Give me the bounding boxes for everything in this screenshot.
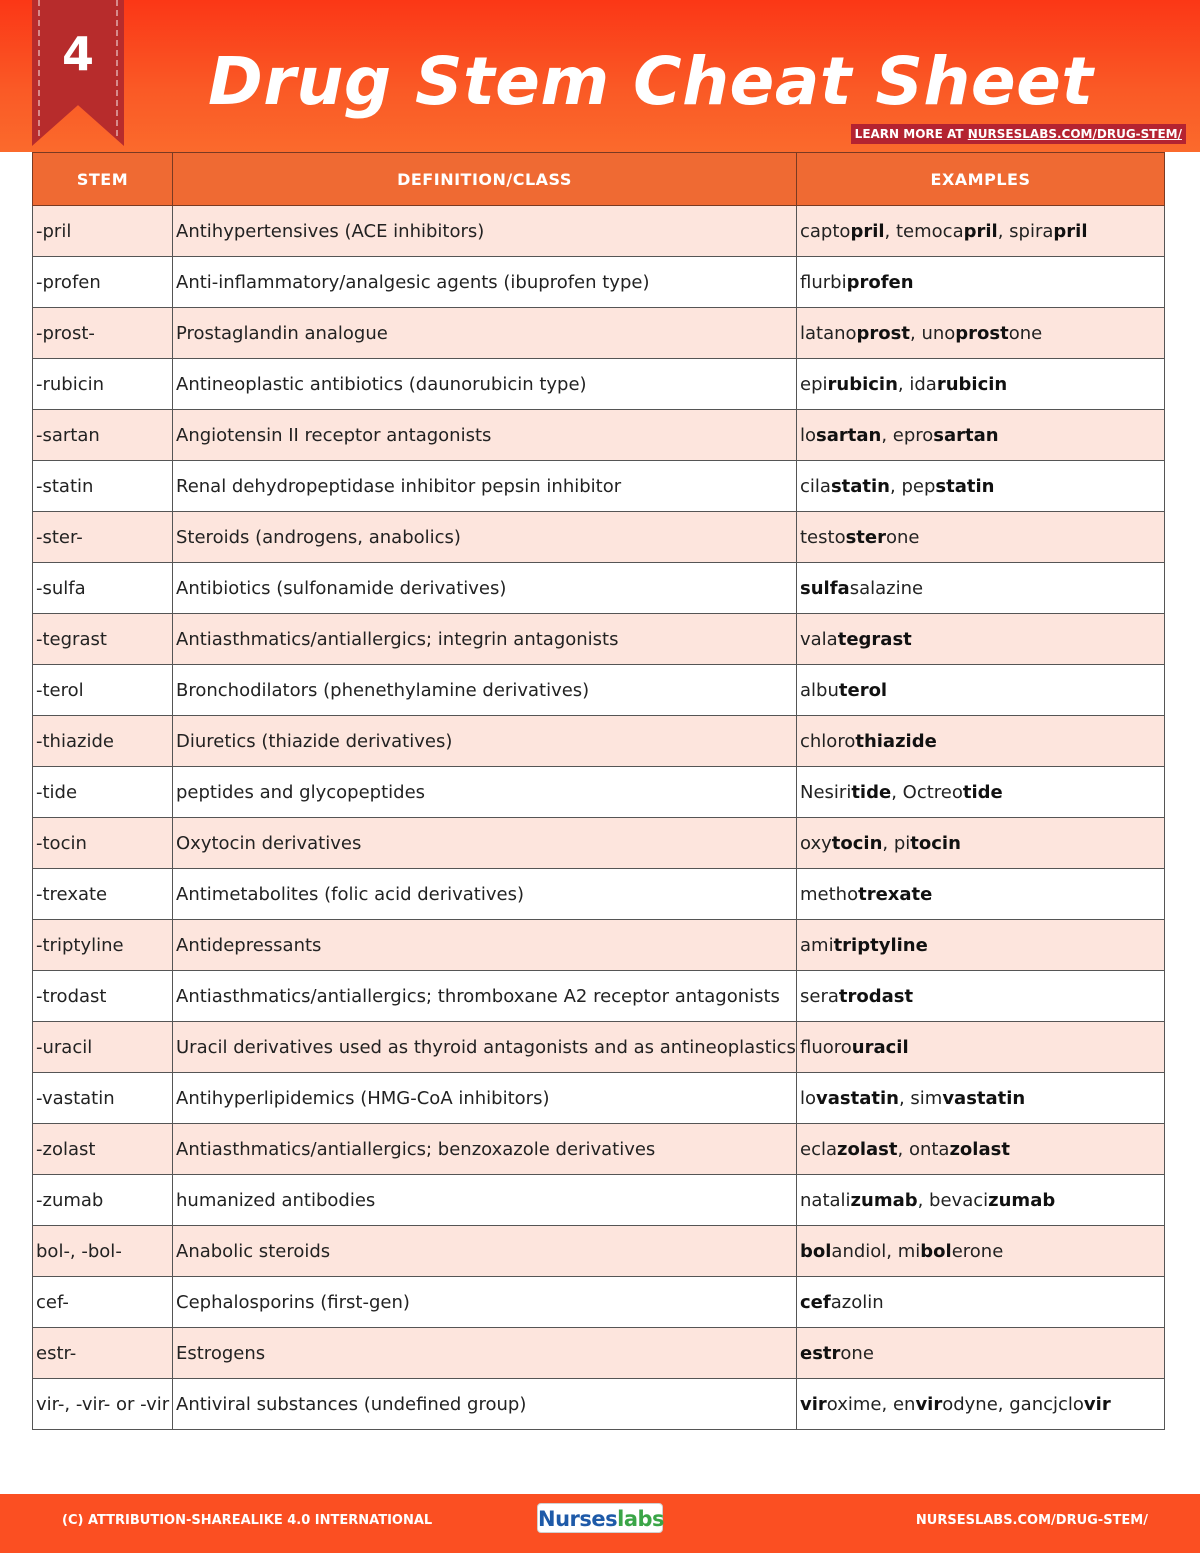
column-header-stem: STEM [33, 153, 173, 206]
example-text: chloro [800, 730, 856, 752]
stem-cell: estr- [33, 1328, 173, 1379]
examples-cell [797, 461, 1165, 512]
table-row [33, 206, 1165, 257]
example-stem-highlight: terol [838, 679, 888, 701]
table-row [33, 1226, 1165, 1277]
stem-cell: -statin [33, 461, 173, 512]
example-stem-highlight: zolast [837, 1138, 898, 1160]
table-row [33, 767, 1165, 818]
stem-cell: -tide [33, 767, 173, 818]
drug-stem-table [32, 152, 1165, 1430]
example-text: one [886, 526, 920, 548]
example-text: salazine [849, 577, 924, 599]
examples-cell [797, 1073, 1165, 1124]
stem-cell: -vastatin [33, 1073, 173, 1124]
example-stem-highlight: zolast [949, 1138, 1010, 1160]
example-text: oxime, en [826, 1393, 916, 1415]
example-text: erone [951, 1240, 1004, 1262]
examples-cell [797, 563, 1165, 614]
definition-cell: Uracil derivatives used as thyroid antagonists and as antineoplastics [173, 1022, 797, 1073]
definition-cell: Prostaglandin analogue [173, 308, 797, 359]
example-stem-highlight: sartan [933, 424, 999, 446]
example-text: epi [800, 373, 828, 395]
example-stem-highlight: statin [830, 475, 890, 497]
example-text: lo [800, 424, 817, 446]
definition-cell: Antihypertensives (ACE inhibitors) [173, 206, 797, 257]
license-text: (C) ATTRIBUTION-SHAREALIKE 4.0 INTERNATIONAL [62, 1513, 433, 1528]
table-row [33, 869, 1165, 920]
table-row [33, 257, 1165, 308]
table-row [33, 359, 1165, 410]
examples-cell [797, 410, 1165, 461]
table-row [33, 971, 1165, 1022]
table-row [33, 1328, 1165, 1379]
definition-cell: Bronchodilators (phenethylamine derivatives) [173, 665, 797, 716]
example-text: vala [800, 628, 838, 650]
examples-cell [797, 920, 1165, 971]
stem-cell: -sartan [33, 410, 173, 461]
table-row [33, 461, 1165, 512]
example-stem-highlight: statin [935, 475, 995, 497]
example-text: lo [800, 1087, 817, 1109]
examples-cell [797, 1022, 1165, 1073]
stem-cell: -trodast [33, 971, 173, 1022]
example-stem-highlight: sulfa [800, 577, 850, 599]
example-stem-highlight: pril [1053, 220, 1088, 242]
example-stem-highlight: trexate [858, 883, 933, 905]
stem-cell: bol-, -bol- [33, 1226, 173, 1277]
definition-cell: Oxytocin derivatives [173, 818, 797, 869]
page-number: 4 [61, 27, 94, 81]
examples-cell [797, 767, 1165, 818]
table-row [33, 1175, 1165, 1226]
examples-cell [797, 1226, 1165, 1277]
learn-more-banner[interactable] [851, 124, 1186, 144]
example-stem-highlight: cef [800, 1291, 831, 1313]
example-stem-highlight: tide [962, 781, 1003, 803]
table-row [33, 1277, 1165, 1328]
example-text: capto [800, 220, 851, 242]
table-row [33, 920, 1165, 971]
example-stem-highlight: vastatin [942, 1087, 1026, 1109]
example-stem-highlight: rubicin [936, 373, 1008, 395]
learn-more-prefix: LEARN MORE AT [854, 127, 968, 141]
example-text: cila [800, 475, 831, 497]
examples-cell [797, 359, 1165, 410]
learn-more-link[interactable]: NURSESLABS.COM/DRUG-STEM/ [967, 127, 1182, 141]
examples-cell [797, 1277, 1165, 1328]
example-text: ami [800, 934, 834, 956]
table-row [33, 1124, 1165, 1175]
example-text: , spira [997, 220, 1054, 242]
example-stem-highlight: pril [850, 220, 885, 242]
example-stem-highlight: sartan [816, 424, 882, 446]
example-text: sera [800, 985, 839, 1007]
table-body [33, 206, 1165, 1430]
example-stem-highlight: pril [963, 220, 998, 242]
example-text: metho [800, 883, 859, 905]
definition-cell: Antihyperlipidemics (HMG-CoA inhibitors) [173, 1073, 797, 1124]
example-stem-highlight: vir [915, 1393, 943, 1415]
definition-cell: Estrogens [173, 1328, 797, 1379]
example-text: , temoca [884, 220, 964, 242]
definition-cell: Antimetabolites (folic acid derivatives) [173, 869, 797, 920]
table-row [33, 1379, 1165, 1430]
stem-cell: -sulfa [33, 563, 173, 614]
examples-cell [797, 512, 1165, 563]
examples-cell [797, 1379, 1165, 1430]
definition-cell: Antiviral substances (undefined group) [173, 1379, 797, 1430]
example-stem-highlight: estr [800, 1342, 841, 1364]
example-text: one [1008, 322, 1043, 344]
examples-cell [797, 614, 1165, 665]
example-stem-highlight: ster [845, 526, 886, 548]
examples-cell [797, 308, 1165, 359]
definition-cell: Antiasthmatics/antiallergics; integrin antagonists [173, 614, 797, 665]
definition-cell: Angiotensin II receptor antagonists [173, 410, 797, 461]
definition-cell: Antineoplastic antibiotics (daunorubicin type) [173, 359, 797, 410]
examples-cell [797, 1328, 1165, 1379]
example-stem-highlight: triptyline [833, 934, 928, 956]
examples-cell [797, 206, 1165, 257]
table-row [33, 614, 1165, 665]
stem-cell: -triptyline [33, 920, 173, 971]
examples-cell [797, 869, 1165, 920]
definition-cell: Antidepressants [173, 920, 797, 971]
example-stem-highlight: vir [800, 1393, 827, 1415]
example-stem-highlight: tegrast [837, 628, 912, 650]
footer-url-link[interactable]: NURSESLABS.COM/DRUG-STEM/ [915, 1513, 1148, 1528]
stem-cell: -rubicin [33, 359, 173, 410]
definition-cell: Steroids (androgens, anabolics) [173, 512, 797, 563]
example-stem-highlight: uracil [851, 1036, 909, 1058]
example-text: , pep [890, 475, 936, 497]
example-stem-highlight: trodast [838, 985, 914, 1007]
stem-cell: -zolast [33, 1124, 173, 1175]
examples-cell [797, 716, 1165, 767]
stem-cell: -tegrast [33, 614, 173, 665]
example-stem-highlight: tocin [910, 832, 961, 854]
example-stem-highlight: profen [846, 271, 914, 293]
definition-cell: Antibiotics (sulfonamide derivatives) [173, 563, 797, 614]
stem-cell: -prost- [33, 308, 173, 359]
example-text: latano [800, 322, 857, 344]
example-text: , sim [898, 1087, 943, 1109]
example-text: andiol, mi [831, 1240, 921, 1262]
example-stem-highlight: rubicin [827, 373, 898, 395]
definition-cell: humanized antibodies [173, 1175, 797, 1226]
column-header-definition: DEFINITION/CLASS [173, 153, 797, 206]
example-stem-highlight: bol [920, 1240, 952, 1262]
example-stem-highlight: bol [800, 1240, 832, 1262]
example-text: odyne, gancjclo [942, 1393, 1084, 1415]
example-stem-highlight: tocin [831, 832, 883, 854]
example-text: , uno [910, 322, 956, 344]
example-stem-highlight: zumab [850, 1189, 918, 1211]
stem-cell: -trexate [33, 869, 173, 920]
stem-cell: -ster- [33, 512, 173, 563]
example-text: , onta [897, 1138, 950, 1160]
definition-cell: Antiasthmatics/antiallergics; thromboxane A2 receptor antagonists [173, 971, 797, 1022]
page-title: Drug Stem Cheat Sheet [208, 43, 1094, 120]
table-row [33, 665, 1165, 716]
table-row [33, 308, 1165, 359]
example-text: fluoro [800, 1036, 852, 1058]
table-row [33, 512, 1165, 563]
stem-cell: vir-, -vir- or -vir [33, 1379, 173, 1430]
stem-cell: -tocin [33, 818, 173, 869]
examples-cell [797, 257, 1165, 308]
table-row [33, 1073, 1165, 1124]
column-header-examples: EXAMPLES [797, 153, 1165, 206]
example-text: one [840, 1342, 874, 1364]
example-text: azolin [830, 1291, 884, 1313]
example-text: , bevaci [917, 1189, 989, 1211]
definition-cell: Cephalosporins (first-gen) [173, 1277, 797, 1328]
examples-cell [797, 971, 1165, 1022]
example-stem-highlight: thiazide [855, 730, 937, 752]
definition-cell: Anabolic steroids [173, 1226, 797, 1277]
stem-cell: cef- [33, 1277, 173, 1328]
stem-cell: -thiazide [33, 716, 173, 767]
example-text: , ida [897, 373, 937, 395]
example-stem-highlight: vir [1083, 1393, 1111, 1415]
example-text: flurbi [800, 271, 847, 293]
stem-cell: -terol [33, 665, 173, 716]
example-stem-highlight: zumab [988, 1189, 1056, 1211]
nurseslabs-logo [537, 1503, 663, 1533]
example-text: albu [800, 679, 839, 701]
example-text: testo [800, 526, 846, 548]
table-row [33, 716, 1165, 767]
logo-part-labs: labs [617, 1507, 665, 1531]
example-text: ecla [800, 1138, 838, 1160]
example-text: , pi [882, 832, 911, 854]
examples-cell [797, 818, 1165, 869]
example-text: natali [800, 1189, 851, 1211]
logo-part-nurses: Nurses [538, 1507, 618, 1531]
stem-cell: -uracil [33, 1022, 173, 1073]
definition-cell: Antiasthmatics/antiallergics; benzoxazole derivatives [173, 1124, 797, 1175]
examples-cell [797, 1175, 1165, 1226]
stem-cell: -zumab [33, 1175, 173, 1226]
example-text: Nesiri [800, 781, 852, 803]
example-text: , epro [881, 424, 934, 446]
example-text: , Octreo [891, 781, 963, 803]
table-row [33, 818, 1165, 869]
definition-cell: Anti-inflammatory/analgesic agents (ibuprofen type) [173, 257, 797, 308]
definition-cell: Diuretics (thiazide derivatives) [173, 716, 797, 767]
example-stem-highlight: prost [955, 322, 1009, 344]
table-row [33, 410, 1165, 461]
table-header-row [33, 153, 1165, 206]
example-text: oxy [800, 832, 832, 854]
table-row [33, 563, 1165, 614]
table-row [33, 1022, 1165, 1073]
definition-cell: Renal dehydropeptidase inhibitor pepsin inhibitor [173, 461, 797, 512]
examples-cell [797, 665, 1165, 716]
example-stem-highlight: tide [851, 781, 892, 803]
definition-cell: peptides and glycopeptides [173, 767, 797, 818]
examples-cell [797, 1124, 1165, 1175]
stem-cell: -pril [33, 206, 173, 257]
example-stem-highlight: prost [856, 322, 910, 344]
example-stem-highlight: vastatin [816, 1087, 899, 1109]
stem-cell: -profen [33, 257, 173, 308]
